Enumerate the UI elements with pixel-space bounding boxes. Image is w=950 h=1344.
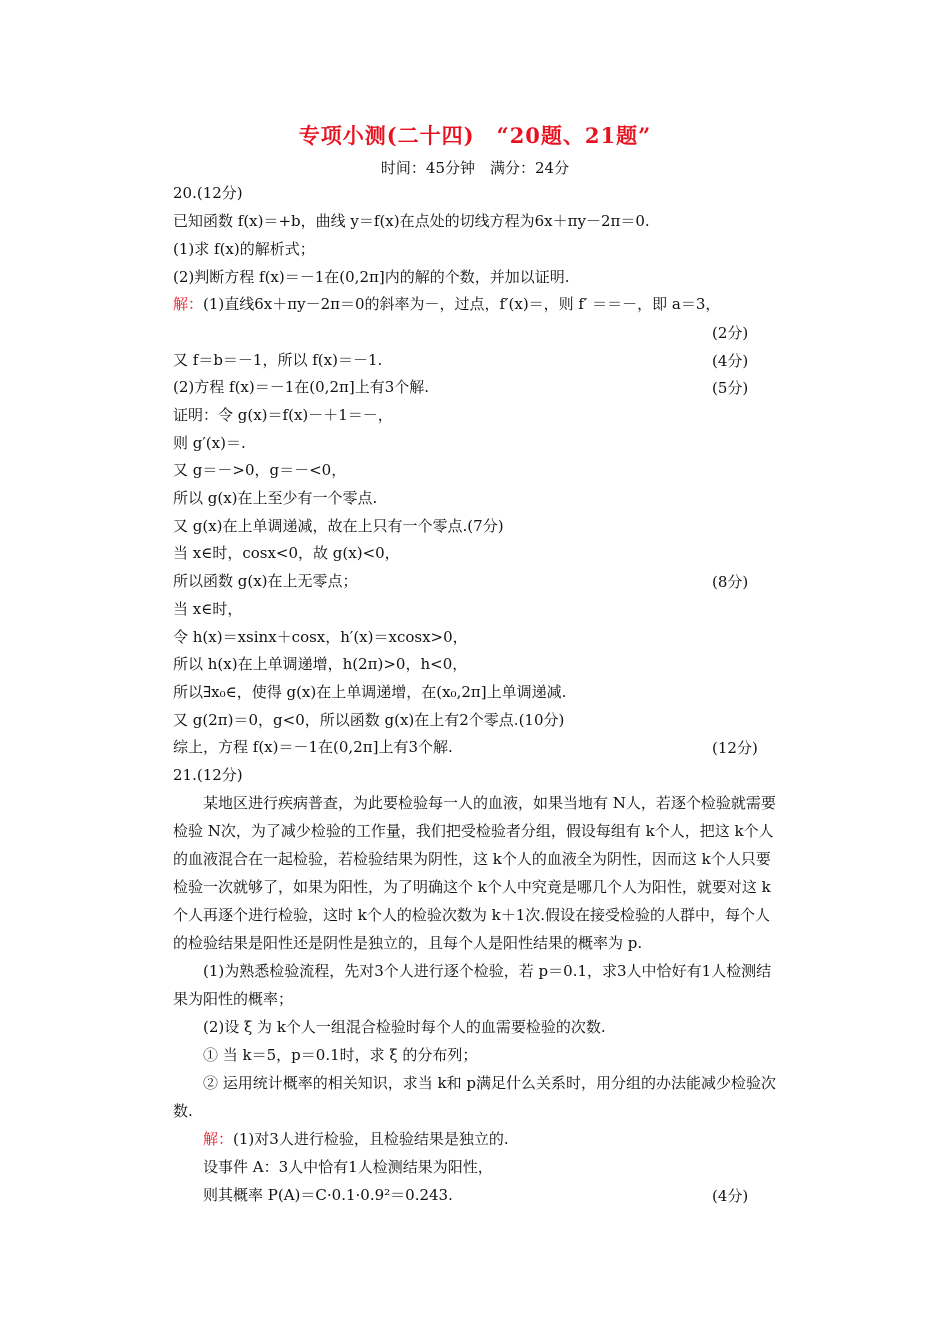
q20-heading: 20.(12分) xyxy=(173,184,243,202)
q21-solution-text: 设事件 A：3人中恰有1人检测结果为阳性， xyxy=(203,1158,493,1176)
q20-line: 又 g＝－>0，g＝－<0， xyxy=(173,461,347,479)
q21-paragraph-line: 检验 N次，为了减少检验的工作量，我们把受检验者分组，假设每组有 k个人，把这 k个人 xyxy=(173,822,774,840)
q20-stem: 已知函数 f(x)＝+b，曲线 y＝f(x)在点处的切线方程为6x＋πy－2π＝0. xyxy=(173,212,650,230)
q21-solution-line xyxy=(173,1185,453,1205)
q21-solution-line xyxy=(173,1157,493,1177)
score-mark: (12分) xyxy=(712,739,758,757)
q20-line: 证明：令 g(x)＝f(x)－＋1＝－， xyxy=(173,406,393,424)
q21-part2b-cont: 数. xyxy=(173,1102,193,1120)
q21-paragraph-line: 某地区进行疾病普查，为此要检验每一人的血液，如果当地有 N人，若逐个检验就需要 xyxy=(173,794,776,812)
q20-line: 则 g′(x)＝. xyxy=(173,434,246,452)
q21-part1-cont: 果为阳性的概率； xyxy=(173,990,294,1008)
solution-label: 解： xyxy=(173,295,204,313)
q21-part2a: ① 当 k＝5，p＝0.1时，求 ξ 的分布列； xyxy=(173,1046,478,1064)
score-mark: (8分) xyxy=(712,573,749,591)
q21-solution-text: 则其概率 P(A)＝C·0.1·0.9²＝0.243. xyxy=(203,1186,453,1204)
q20-line: 综上，方程 f(x)＝－1在(0,2π]上有3个解. xyxy=(173,738,453,756)
q21-paragraph-line: 检验一次就够了，如果为阳性，为了明确这个 k个人中究竟是哪几个人为阳性，就要对这 k xyxy=(173,878,771,896)
page-title: 专项小测(二十四) “20题、21题” xyxy=(298,123,652,148)
q21-solution-line xyxy=(173,1129,509,1149)
q20-line: (2)方程 f(x)＝－1在(0,2π]上有3个解. xyxy=(173,378,430,396)
q20-line: 令 h(x)＝xsinx＋cosx，h′(x)＝xcosx>0， xyxy=(173,628,468,646)
solution-label: 解： xyxy=(203,1130,234,1148)
score-mark: (2分) xyxy=(712,324,749,342)
q20-line: 当 x∈时， xyxy=(173,600,243,618)
q20-part1: (1)求 f(x)的解析式； xyxy=(173,240,315,258)
q20-line: 又 f＝b＝－1，所以 f(x)＝－1. xyxy=(173,351,383,369)
q20-line: 所以 h(x)在上单调递增，h(2π)>0，h<0， xyxy=(173,655,468,673)
q20-line: 所以∃x₀∈，使得 g(x)在上单调递增，在(x₀,2π]上单调递减. xyxy=(173,683,567,701)
q21-heading: 21.(12分) xyxy=(173,766,243,784)
q21-paragraph-line: 的检验结果是阳性还是阴性是独立的，且每个人是阳性结果的概率为 p. xyxy=(173,934,643,952)
q21-part1: (1)为熟悉检验流程，先对3个人进行逐个检验，若 p＝0.1，求3人中恰好有1人检测结 xyxy=(173,962,772,980)
q21-paragraph-line: 个人再逐个进行检验，这时 k个人的检验次数为 k＋1次.假设在接受检验的人群中，每个人 xyxy=(173,906,771,924)
q21-solution-text: (1)对3人进行检验，且检验结果是独立的. xyxy=(233,1130,509,1148)
q20-line: 当 x∈时，cosx<0，故 g(x)<0， xyxy=(173,544,400,562)
score-mark: (5分) xyxy=(712,379,749,397)
q20-line: 所以 g(x)在上至少有一个零点. xyxy=(173,489,378,507)
q20-line: 所以函数 g(x)在上无零点； xyxy=(173,572,358,590)
score-mark: (4分) xyxy=(712,1187,749,1205)
page-subtitle: 时间：45分钟 满分：24分 xyxy=(380,159,570,177)
q20-solution-text: (1)直线6x＋πy－2π＝0的斜率为－，过点，f′(x)＝，则 f′ ＝＝－，即 a＝3， xyxy=(203,295,721,313)
q21-paragraph-line: 的血液混合在一起检验，若检验结果为阴性，这 k个人的血液全为阴性，因而这 k个人只要 xyxy=(173,850,771,868)
q20-part2: (2)判断方程 f(x)＝－1在(0,2π]内的解的个数，并加以证明. xyxy=(173,268,570,286)
q20-line: 又 g(x)在上单调递减，故在上只有一个零点.(7分) xyxy=(173,517,504,535)
q20-line: 又 g(2π)＝0，g<0，所以函数 g(x)在上有2个零点.(10分) xyxy=(173,711,565,729)
q20-solution-line xyxy=(173,294,720,314)
q21-part2b: ② 运用统计概率的相关知识，求当 k和 p满足什么关系时，用分组的办法能减少检验次 xyxy=(173,1074,776,1092)
score-mark: (4分) xyxy=(712,352,749,370)
q21-part2: (2)设 ξ 为 k个人一组混合检验时每个人的血需要检验的次数. xyxy=(173,1018,606,1036)
